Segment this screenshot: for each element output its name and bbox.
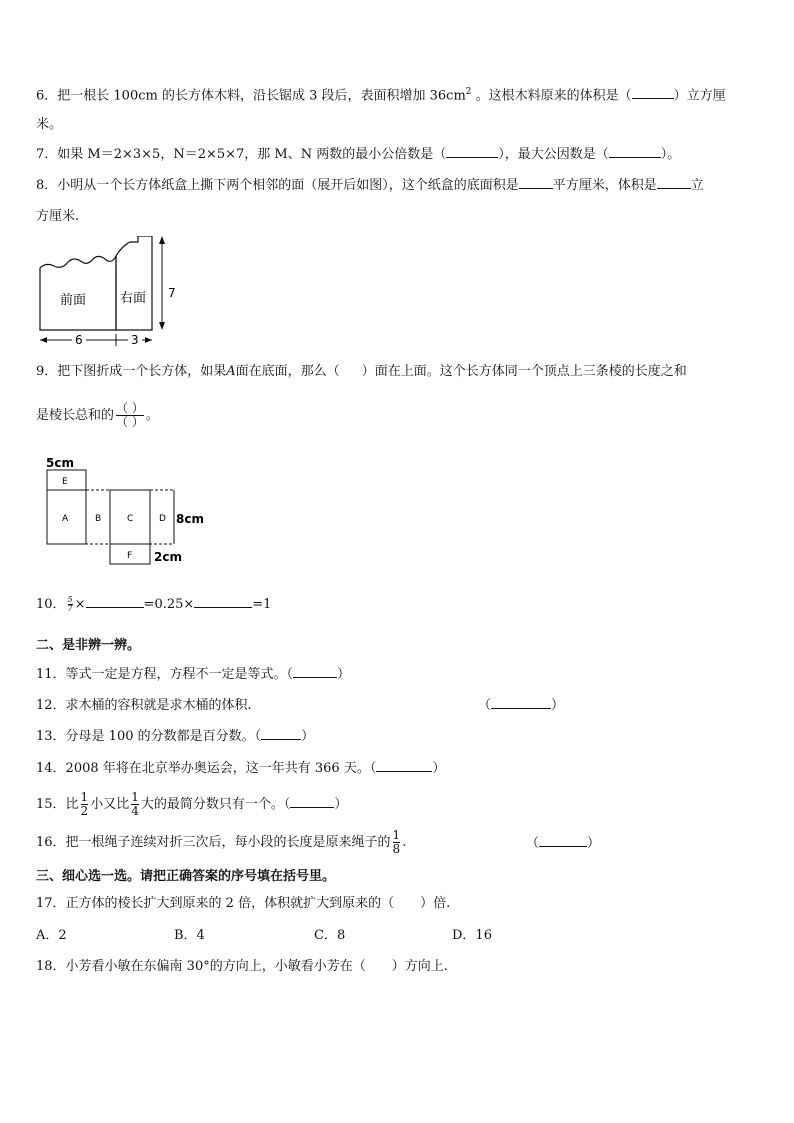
section-2-heading: 二、是非辨一辨。 — [36, 638, 141, 653]
question-6-line-2: 米。 — [36, 117, 63, 132]
section-3-heading: 三、细心选一选。请把正确答案的序号填在括号里。 — [36, 869, 336, 884]
face-d: D — [159, 514, 166, 524]
answer-blank[interactable] — [293, 677, 337, 678]
question-12-bracket: （ ） — [478, 698, 565, 713]
right-face-outline — [116, 236, 152, 330]
question-9-line-2: 是棱长总和的 $\frac{( )}{( )}$ 。 — [36, 401, 159, 429]
answer-blank[interactable] — [290, 807, 334, 808]
dimension-width: 6 — [75, 333, 83, 347]
answer-blank[interactable] — [261, 739, 301, 740]
question-14: 14．2008 年将在北京举办奥运会，这一年共有 366 天。（ ） — [36, 761, 446, 776]
question-13: 13．分母是 100 的分数都是百分数。（ ） — [36, 729, 315, 744]
fraction-1-4: $\frac{1}{4}$ — [131, 790, 139, 818]
question-6-line-1: 6．把一根长 100cm 的长方体木料，沿长锯成 3 段后，表面积增加 $36cm^2$ 。这根木料原来的体积是（ ）立方厘 — [36, 87, 726, 104]
question-9-line-1: 9．把下图折成一个长方体，如果A面在底面，那么（ ）面在上面。这个长方体同一个顶点上三条棱的长度之和 — [36, 364, 687, 379]
question-18: 18．小芳看小敏在东偏南 30°的方向上，小敏看小芳在（ ）方向上. — [36, 959, 448, 974]
box-net-figure — [38, 452, 218, 568]
face-a: A — [62, 514, 69, 524]
answer-blank-2[interactable] — [194, 607, 252, 608]
label-2cm: 2cm — [154, 550, 182, 564]
option-d[interactable]: D．16 — [452, 928, 492, 943]
dimension-height: 7 — [168, 286, 176, 300]
answer-blank-1[interactable] — [86, 607, 144, 608]
question-12: 12．求木桶的容积就是求木桶的体积. — [36, 698, 252, 713]
front-face-label: 前面 — [60, 293, 87, 308]
fraction-answer[interactable]: $\frac{( )}{( )}$ — [116, 401, 144, 429]
question-15: 15．比 $\frac{1}{2}$ 小又比 $\frac{1}{4}$ 大的最简分数只有一个。（ ） — [36, 790, 348, 818]
option-c[interactable]: C．8 — [314, 928, 346, 943]
question-8-line-2: 方厘米. — [36, 209, 80, 224]
answer-blank[interactable] — [376, 771, 432, 772]
torn-box-figure — [34, 236, 184, 348]
label-8cm: 8cm — [176, 512, 204, 526]
answer-blank-gcd[interactable] — [609, 157, 661, 158]
answer-blank[interactable] — [539, 846, 587, 847]
question-11: 11．等式一定是方程，方程不一定是等式。（ ） — [36, 667, 351, 682]
option-b[interactable]: B．4 — [174, 928, 205, 943]
face-e: E — [62, 477, 68, 487]
fraction-1-2: $\frac{1}{2}$ — [80, 790, 89, 818]
right-face-label: 右面 — [120, 291, 147, 306]
question-16-bracket: （ ） — [526, 836, 601, 851]
question-16: 16．把一根绳子连续对折三次后，每小段的长度是原来绳子的 $\frac{1}{8}$ . — [36, 828, 407, 856]
answer-blank[interactable] — [491, 708, 551, 709]
question-10: 10． $\frac{5}{7}$ × =0.25× =1 — [36, 595, 272, 613]
face-b: B — [95, 514, 102, 524]
answer-blank-lcm[interactable] — [446, 157, 498, 158]
dimension-depth: 3 — [131, 333, 139, 347]
answer-blank[interactable] — [632, 98, 674, 99]
face-f: F — [127, 551, 133, 561]
face-c: C — [127, 514, 134, 524]
question-7: 7．如果 M＝2×3×5，N＝2×5×7，那 M、N 两数的最小公倍数是（ ），最大公因数是（ ）。 — [36, 147, 681, 162]
fraction-1-8: $\frac{1}{8}$ — [392, 828, 401, 856]
answer-blank-volume[interactable] — [657, 188, 691, 189]
fraction-5-7: $\frac{5}{7}$ — [67, 595, 73, 613]
option-a[interactable]: A．2 — [36, 928, 67, 943]
label-5cm: 5cm — [46, 456, 74, 470]
question-8-line-1: 8．小明从一个长方体纸盒上撕下两个相邻的面（展开后如图），这个纸盒的底面积是 平方厘米，体积是 立 — [36, 178, 704, 193]
answer-blank-base-area[interactable] — [519, 188, 553, 189]
question-17: 17．正方体的棱长扩大到原来的 2 倍，体积就扩大到原来的（ ）倍. — [36, 896, 451, 911]
